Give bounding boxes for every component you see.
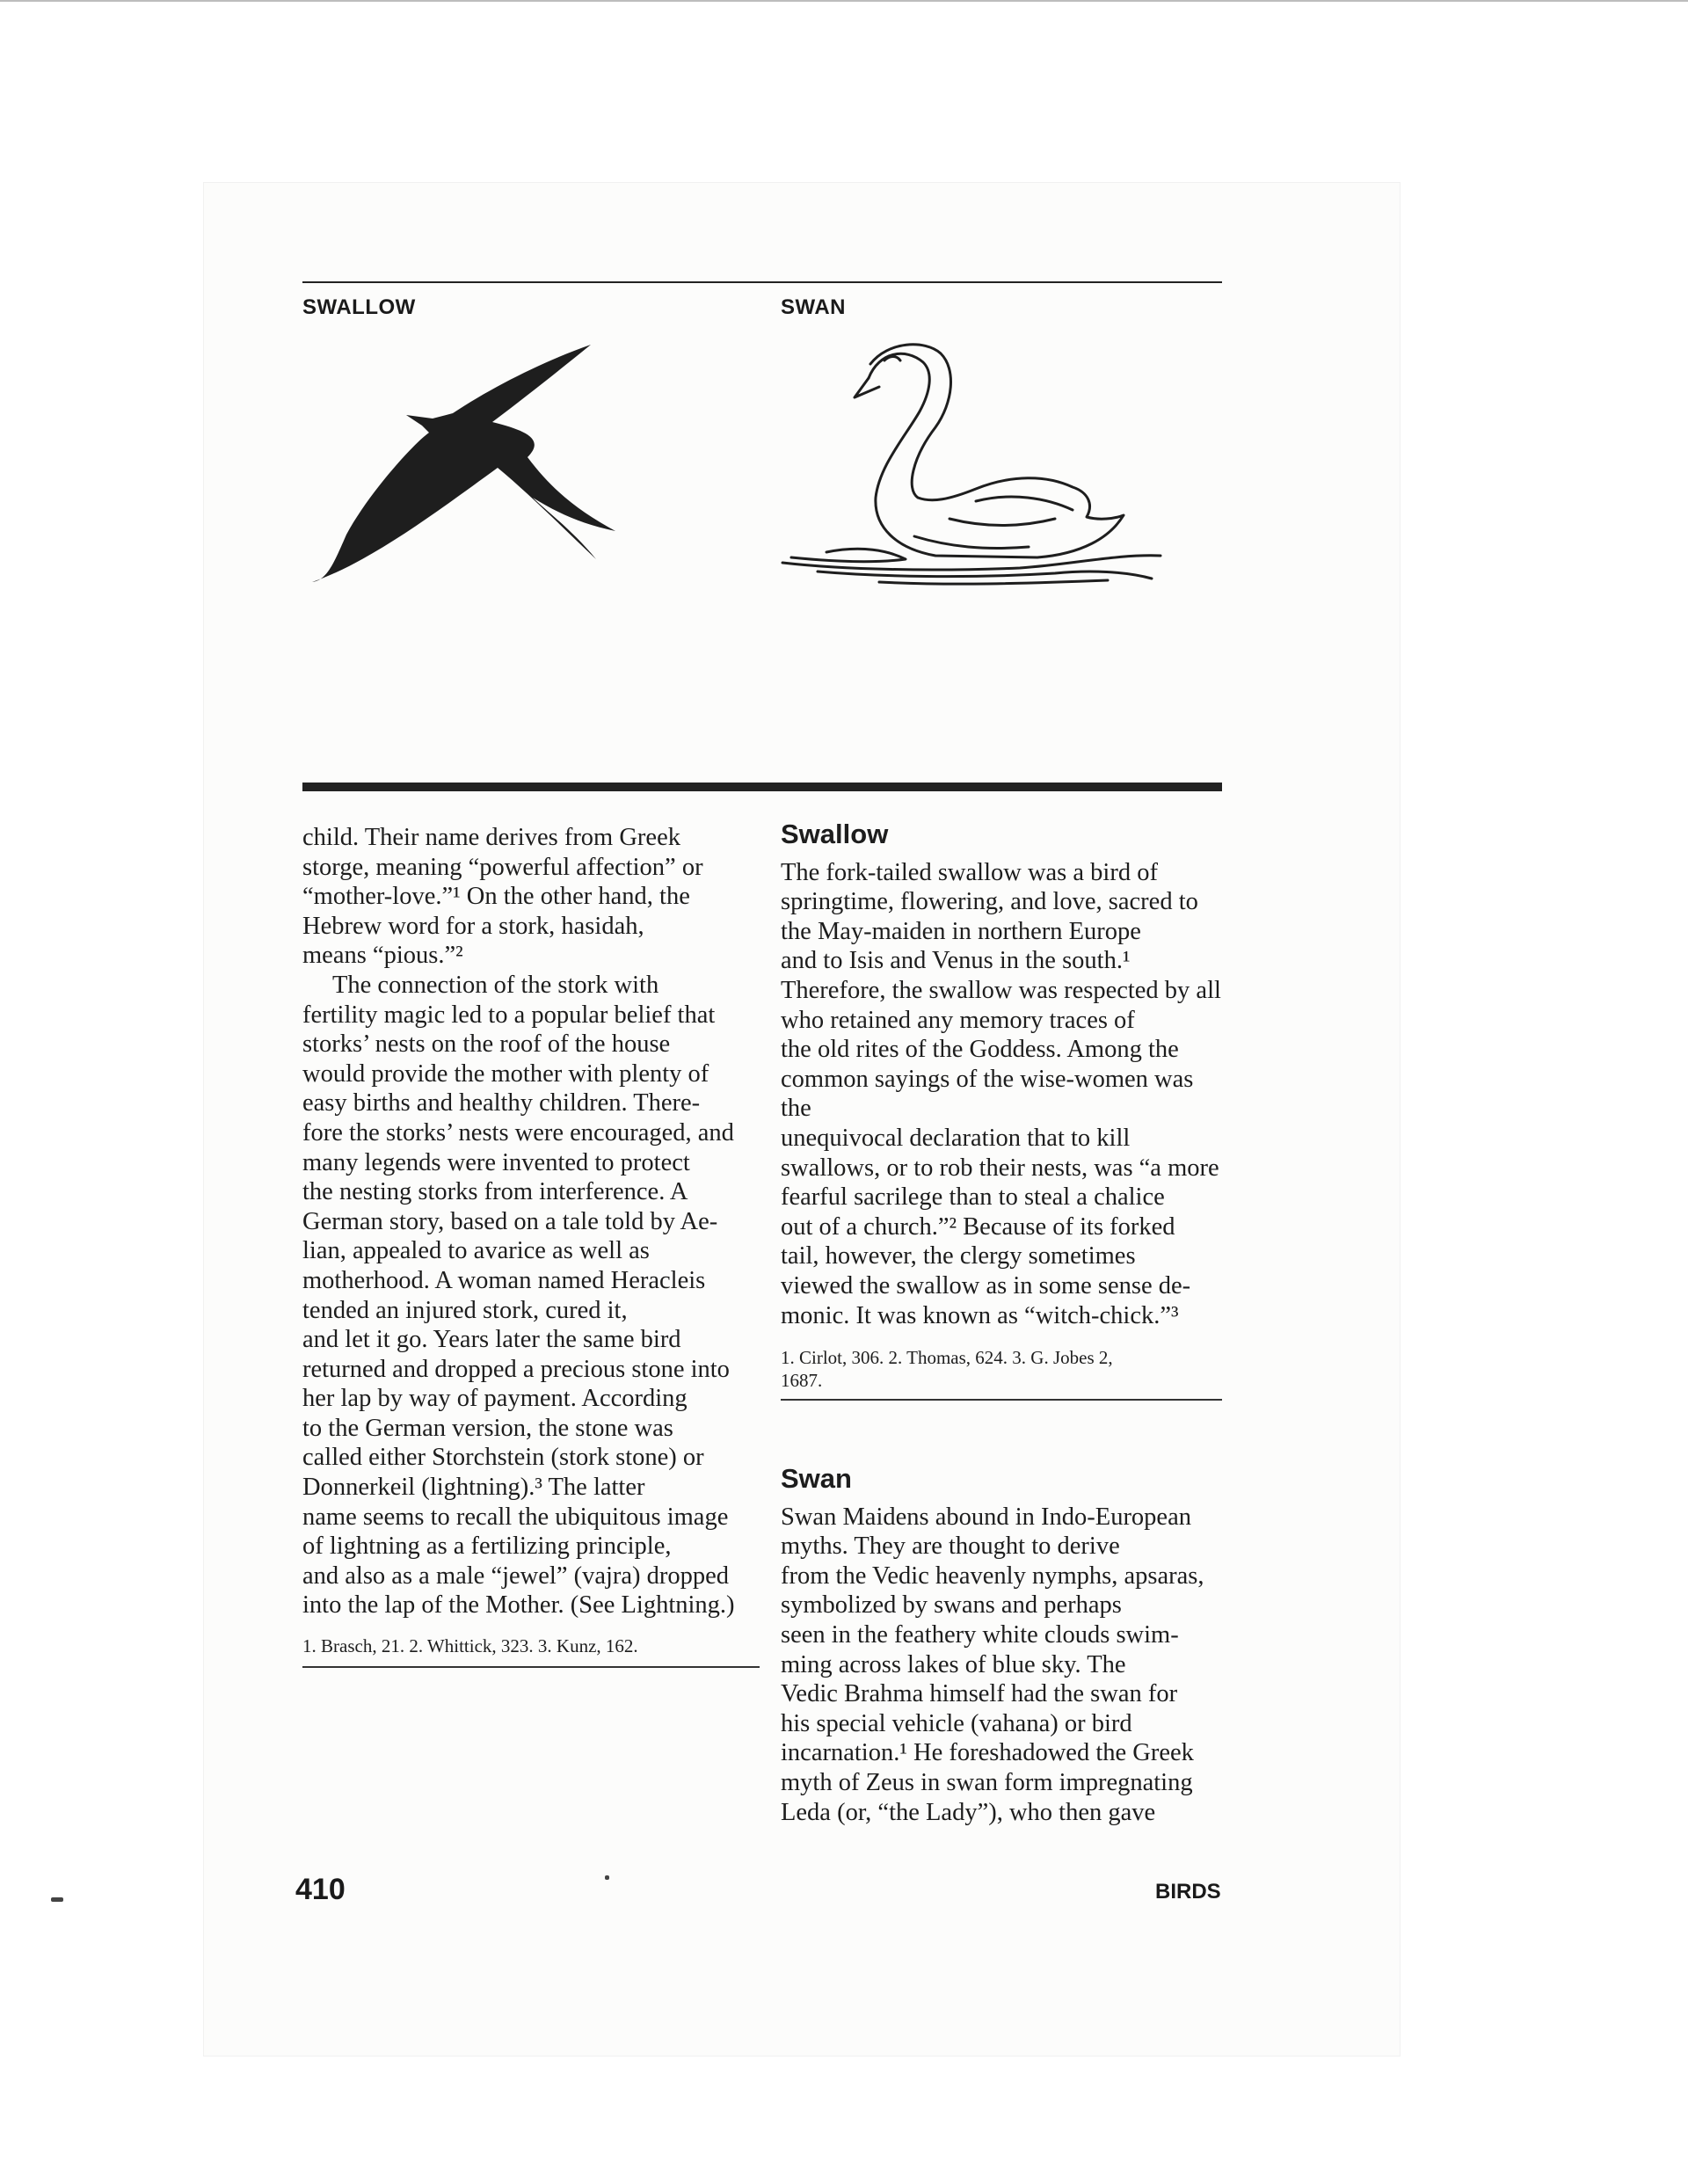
text-line: would provide the mother with plenty of bbox=[302, 1059, 709, 1088]
text-line: called either Storchstein (stork stone) or bbox=[302, 1444, 704, 1472]
text-line: easy births and healthy children. There- bbox=[302, 1089, 701, 1117]
text-line: the May-maiden in northern Europe bbox=[781, 917, 1141, 945]
text-line: swallows, or to rob their nests, was “a more bbox=[781, 1154, 1219, 1182]
header-label-swan: SWAN bbox=[781, 295, 846, 319]
text-line: fore the storks’ nests were encouraged, and bbox=[302, 1118, 734, 1147]
left-paragraph-1 bbox=[302, 823, 760, 971]
text-line: Vedic Brahma himself had the swan for bbox=[781, 1680, 1178, 1708]
text-line: and also as a male “jewel” (vajra) dropped bbox=[302, 1562, 730, 1590]
text-line: Donnerkeil (lightning).³ The latter bbox=[302, 1474, 645, 1502]
header-label-swallow: SWALLOW bbox=[302, 295, 416, 319]
text-line: German story, based on a tale told by Ae- bbox=[302, 1207, 718, 1235]
text-line: his special vehicle (vahana) or bird bbox=[781, 1709, 1132, 1737]
page-number: 410 bbox=[295, 1873, 346, 1906]
text-line: symbolized by swans and perhaps bbox=[781, 1591, 1122, 1620]
left-footnote: 1. Brasch, 21. 2. Whittick, 323. 3. Kunz, 162. bbox=[302, 1635, 638, 1657]
text-line: springtime, flowering, and love, sacred to bbox=[781, 888, 1198, 916]
text-line: many legends were invented to protect bbox=[302, 1148, 690, 1176]
swallow-section-title: Swallow bbox=[781, 819, 889, 849]
swallow-footnote bbox=[781, 1346, 1222, 1392]
text-line: the nesting storks from interference. A bbox=[302, 1178, 688, 1206]
left-column bbox=[302, 823, 760, 1668]
text-line: from the Vedic heavenly nymphs, apsaras, bbox=[781, 1562, 1204, 1590]
scan-speck bbox=[605, 1875, 609, 1880]
text-line: tended an injured stork, cured it, bbox=[302, 1296, 628, 1324]
text-line: myths. They are thought to derive bbox=[781, 1532, 1120, 1561]
text-line: storge, meaning “powerful affection” or bbox=[302, 853, 703, 881]
text-line: to the German version, the stone was bbox=[302, 1414, 673, 1442]
text-line: child. Their name derives from Greek bbox=[302, 824, 680, 851]
text-line: unequivocal declaration that to kill bbox=[781, 1124, 1131, 1152]
text-line: Swan Maidens abound in Indo-European bbox=[781, 1503, 1191, 1531]
text-line: her lap by way of payment. According bbox=[302, 1385, 688, 1413]
text-line: means “pious.”² bbox=[302, 942, 463, 970]
text-line: The fork-tailed swallow was a bird of bbox=[781, 858, 1158, 886]
text-line: viewed the swallow as in some sense de- bbox=[781, 1271, 1191, 1299]
text-line: lian, appealed to avarice as well as bbox=[302, 1237, 650, 1265]
text-line: Therefore, the swallow was respected by all bbox=[781, 976, 1221, 1004]
text-line: Leda (or, “the Lady”), who then gave bbox=[781, 1798, 1156, 1826]
text-line: storks’ nests on the roof of the house bbox=[302, 1030, 671, 1059]
text-line: motherhood. A woman named Heracleis bbox=[302, 1266, 706, 1294]
text-line: who retained any memory traces of bbox=[781, 1006, 1135, 1034]
text-line: fertility magic led to a popular belief that bbox=[302, 1001, 716, 1029]
text-line: Hebrew word for a stork, hasidah, bbox=[302, 912, 644, 940]
text-line: and let it go. Years later the same bird bbox=[302, 1326, 681, 1354]
text-line: seen in the feathery white clouds swim- bbox=[781, 1621, 1179, 1649]
text-line: out of a church.”² Because of its forked bbox=[781, 1212, 1175, 1241]
footnote-line: 1. Cirlot, 306. 2. Thomas, 624. 3. G. Jobes 2, bbox=[781, 1347, 1113, 1369]
text-line: into the lap of the Mother. (See Lightning.) bbox=[302, 1591, 735, 1620]
swallow-footnote-rule bbox=[781, 1399, 1222, 1401]
footnote-line: 1687. bbox=[781, 1370, 823, 1392]
scan-speck bbox=[51, 1897, 63, 1902]
text-line: ming across lakes of blue sky. The bbox=[781, 1650, 1126, 1678]
text-line: myth of Zeus in swan form impregnating bbox=[781, 1769, 1193, 1797]
text-line: fearful sacrilege than to steal a chalice bbox=[781, 1183, 1165, 1212]
text-line: common sayings of the wise-women was the bbox=[781, 1065, 1194, 1123]
text-line: tail, however, the clergy sometimes bbox=[781, 1242, 1136, 1270]
swallow-paragraph bbox=[781, 858, 1222, 1331]
text-line: name seems to recall the ubiquitous image bbox=[302, 1503, 729, 1531]
swan-paragraph bbox=[781, 1503, 1222, 1828]
left-footnote-rule bbox=[302, 1666, 760, 1668]
swan-section-title: Swan bbox=[781, 1463, 852, 1495]
text-line: the old rites of the Goddess. Among the bbox=[781, 1036, 1179, 1064]
right-column bbox=[781, 819, 1222, 1827]
left-paragraph-2 bbox=[302, 971, 760, 1620]
text-line: of lightning as a fertilizing principle, bbox=[302, 1532, 672, 1561]
text-line: “mother-love.”¹ On the other hand, the bbox=[302, 883, 690, 911]
text-line: The connection of the stork with bbox=[332, 971, 659, 999]
text-line: and to Isis and Venus in the south.¹ bbox=[781, 947, 1131, 975]
section-divider-rule bbox=[302, 783, 1222, 791]
text-line: monic. It was known as “witch-chick.”³ bbox=[781, 1301, 1179, 1329]
running-footer-section: BIRDS bbox=[1155, 1880, 1221, 1904]
text-line: incarnation.¹ He foreshadowed the Greek bbox=[781, 1739, 1194, 1767]
text-line: returned and dropped a precious stone into bbox=[302, 1355, 730, 1383]
